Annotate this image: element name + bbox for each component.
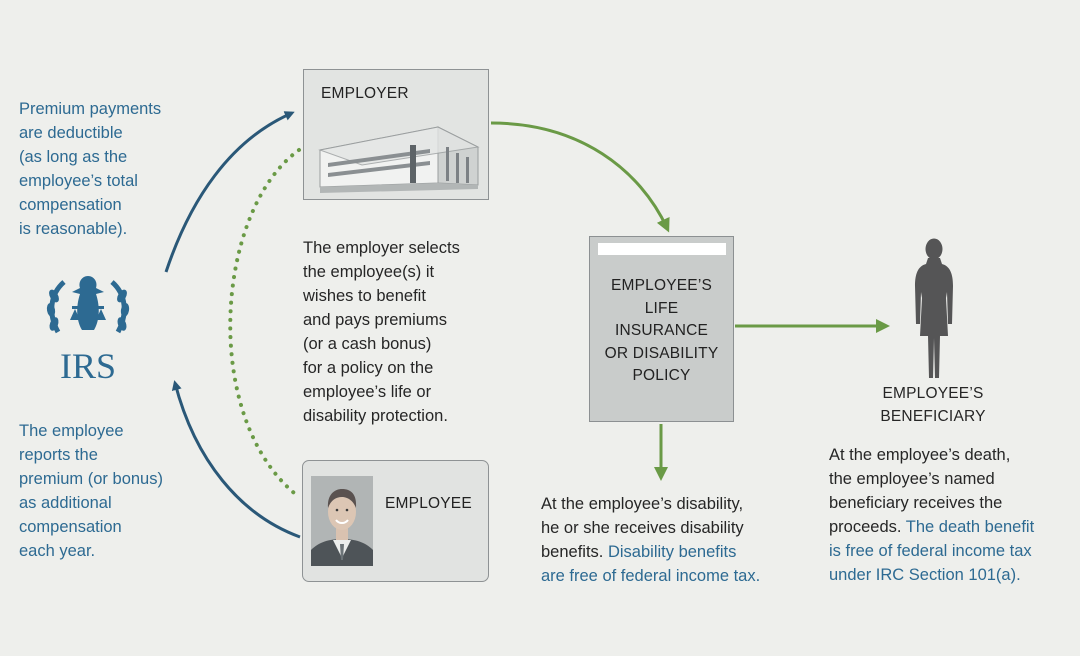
employer-selects-note: The employer selects the employee(s) it wishes to benefit and pays premiums (or a cash bonus) for a policy on the employee’s life or disability protection. bbox=[303, 239, 460, 425]
building-icon bbox=[318, 105, 480, 195]
employee-reports-note: The employee reports the premium (or bonus) as additional compensation each year. bbox=[19, 422, 163, 560]
premium-deductible-note: Premium payments are deductible (as long as the employee’s total compensation is reasonable). bbox=[19, 100, 162, 238]
premium-arrow bbox=[166, 113, 292, 272]
employer-to-policy-arrow bbox=[491, 123, 667, 228]
employer-box bbox=[303, 69, 489, 200]
beneficiary-label: EMPLOYEE’S BENEFICIARY bbox=[880, 385, 986, 425]
bonus-dotted-arc bbox=[230, 150, 299, 497]
policy-label: EMPLOYEE’S LIFE INSURANCE OR DISABILITY POLICY bbox=[604, 277, 719, 384]
person-silhouette-icon bbox=[912, 238, 956, 380]
irs-logo bbox=[42, 272, 134, 384]
report-arrow bbox=[175, 383, 300, 537]
irs-logo-text: IRS bbox=[59, 346, 117, 384]
employee-box bbox=[302, 460, 489, 582]
employee-label: EMPLOYEE bbox=[385, 495, 472, 512]
death-benefit-note: At the employee’s death, the employee’s named beneficiary receives the proceeds. The death benefit is free of federal income tax under IRC Section 101(a). bbox=[829, 446, 1035, 584]
irs-logo-icon bbox=[42, 272, 134, 384]
employee-photo-icon bbox=[311, 476, 373, 566]
employer-label: EMPLOYER bbox=[321, 85, 409, 102]
policy-box bbox=[589, 236, 734, 422]
policy-header-strip bbox=[598, 243, 726, 255]
disability-note: At the employee’s disability, he or she receives disability benefits. Disability benefits are free of federal income tax. bbox=[541, 495, 761, 585]
